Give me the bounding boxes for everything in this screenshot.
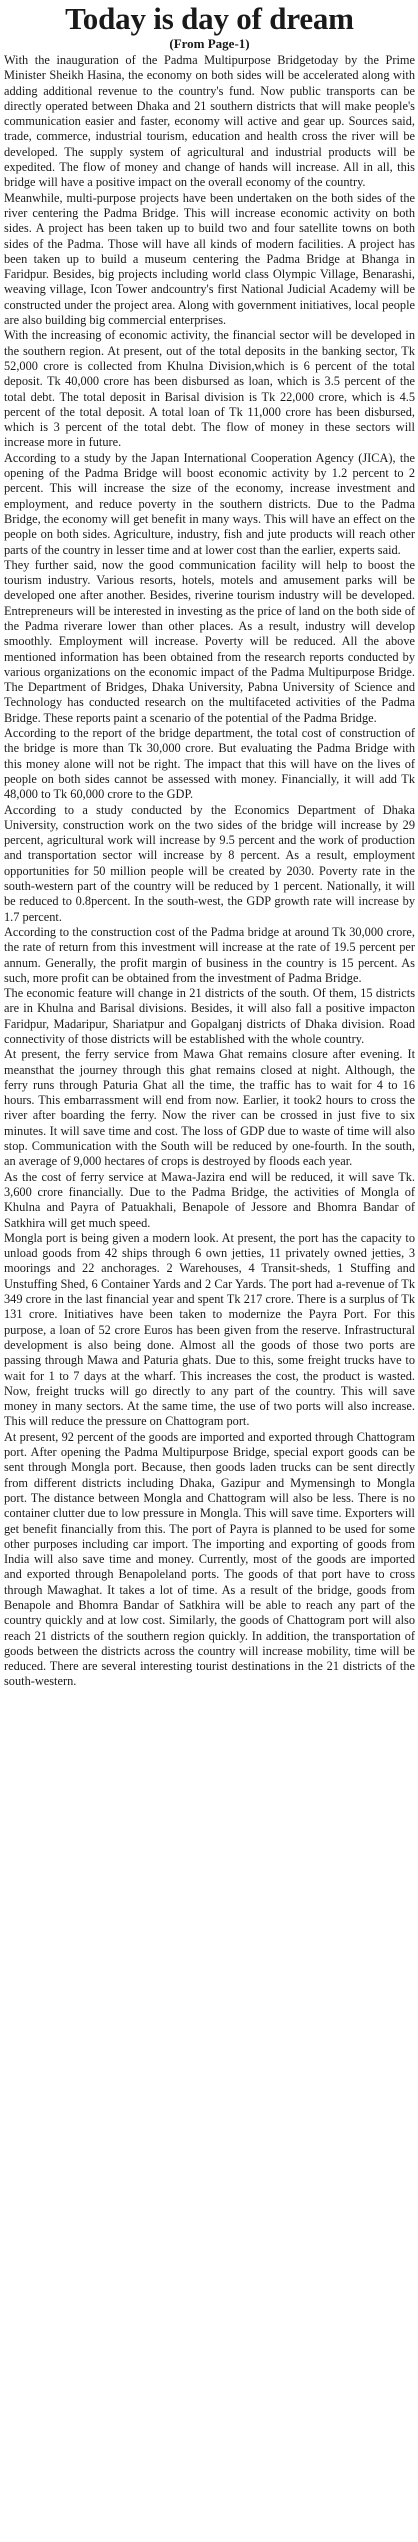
paragraph: At present, the ferry service from Mawa Ghat remains closure after evening. It meansthat the journey through this ghat remains closed at night. Although, the ferry runs through Paturia Ghat all the time, the traffic has to wait for 4 to 16 hours. This embarrassment will end from now. Earlier, it took2 hours to cross the river after boarding the ferry. Now the river can be crossed in just five to six minutes. It will save time and cost. The loss of GDP due to waste of time will also stop. Communication with the South will be reduced by one-fourth. In the south, an average of 9,000 hectares of crops is destroyed by floods each year. (4, 1047, 415, 1169)
continuation-label: (From Page-1) (169, 36, 250, 51)
paragraph: At present, 92 percent of the goods are imported and exported through Chattogram port. After opening the Padma Multipurpose Bridge, special export goods can be sent through Mongla port. Because, then goods laden trucks can be sent directly from different districts including Dhaka, Gazipur and Mymensingh to Mongla port. The distance between Mongla and Chattogram will also be less. There is no container clutter due to low pressure in Mongla. This will save time. Exporters will get benefit financially from this. The port of Payra is planned to be used for some other purposes including car import. The importing and exporting of goods from India will also save time and money. Currently, most of the goods are imported and exported through Benapoleland ports. The goods of that port have to cross through Mawaghat. It takes a lot of time. As a result of the bridge, goods from Benapole and Bhomra Bandar of Satkhira will be able to reach any part of the country quickly and at low cost. Similarly, the goods of Chattogram port will also reach 21 districts of the southern region quickly. In addition, the transportation of goods between the districts across the country will increase mobility, time will be reduced. There are several interesting tourist destinations in the 21 districts of the south-western. (4, 1429, 415, 1689)
paragraph: Mongla port is being given a modern look. At present, the port has the capacity to unload goods from 42 ships through 6 own jetties, 11 privately owned jetties, 3 moorings and 22 anchorages. 2 Warehouses, 4 Transit-sheds, 1 Stuffing and Unstuffing Shed, 6 Container Yards and 2 Car Yards. The port had a-revenue of Tk 349 crore in the last financial year and spent Tk 217 crore. There is a surplus of Tk 131 crore. Initiatives have been taken to modernize the Payra Port. For this purpose, a loan of 52 crore Euros has been given from the reserve. Infrastructural development is also being done. Almost all the goods of those two ports are passing through Mawa and Paturia ghats. Due to this, some freight trucks have to wait for 1 to 7 days at the wharf. This increases the cost, the product is wasted. Now, freight trucks will go directly to any part of the country. This will save money in many sectors. At the same time, the use of two ports will also increase. This will reduce the pressure on Chattogram port. (4, 1230, 415, 1429)
article-body (4, 53, 415, 1690)
paragraph: According to a study by the Japan International Cooperation Agency (JICA), the opening of the Padma Bridge will boost economic activity by 1.2 percent to 2 percent. This will increase the size of the economy, increase investment and employment, and reduce poverty in the southern districts. Due to the Padma Bridge, the economy will get benefit in many ways. This will have an effect on the people on both sides. Agriculture, industry, fish and jute products will reach other parts of the country in lesser time and at lower cost than the earlier, experts said. (4, 450, 415, 557)
paragraph: The economic feature will change in 21 districts of the south. Of them, 15 districts are in Khulna and Barisal divisions. Besides, it will also fall a positive impacton Faridpur, Madaripur, Shariatpur and Gopalganj districts of Dhaka division. Road connectivity of those districts will be established with the whole country. (4, 986, 415, 1046)
paragraph: According to the construction cost of the Padma bridge at around Tk 30,000 crore, the rate of return from this investment will increase at the rate of 19.5 percent per annum. Generally, the profit margin of business in the country is 15 percent. As such, more profit can be obtained from the investment of Padma Bridge. (4, 924, 415, 985)
paragraph: According to the report of the bridge department, the total cost of construction of the bridge is more than Tk 30,000 crore. But evaluating the Padma Bridge with this money alone will not be right. The impact that this will have on the lives of people on both sides cannot be assessed with money. Financially, it will add Tk 48,000 to Tk 60,000 crore to the GDP. (4, 726, 415, 802)
paragraph: They further said, now the good communication facility will help to boost the tourism industry. Various resorts, hotels, motels and amusement parks will be developed one after another. Besides, riverine tourism industry will be developed. Entrepreneurs will be interested in investing as the price of land on the both side of the Padma riverare lower than other places. As a result, industry will develop smoothly. Employment will increase. Poverty will be reduced. All the above mentioned information has been obtained from the research reports conducted by various organizations on the economic impact of the Padma Multipurpose Bridge. The Department of Bridges, Dhaka University, Pabna University of Science and Technology has conducted research on the multifaceted activities of the Padma Bridge. These reports paint a scenario of the potential of the Padma Bridge. (4, 557, 415, 725)
paragraph: With the inauguration of the Padma Multipurpose Bridgetoday by the Prime Minister Sheikh Hasina, the economy on both sides will be accelerated along with adding additional revenue to the country's fund. Now public transports can be directly operated between Dhaka and 21 southern districts that will make people's communication easier and faster, economy will active and gear up. Sources said, trade, commerce, industrial tourism, education and health cross the river will be developed. The supply system of agricultural and industrial products will be expedited. The flow of money and change of hands will increase. All in all, this bridge will have a positive impact on the overall economy of the country. (4, 53, 415, 190)
headline: Today is day of dream (65, 1, 354, 36)
paragraph: As the cost of ferry service at Mawa-Jazira end will be reduced, it will save Tk. 3,600 crore financially. Due to the Padma Bridge, the activities of Mongla of Khulna and Payra of Patuakhali, Benapole of Jessore and Bhomra Bandar of Satkhira will get much speed. (4, 1169, 415, 1230)
paragraph: With the increasing of economic activity, the financial sector will be developed in the southern region. At present, out of the total deposits in the banking sector, Tk 52,000 crore is collected from Khulna Division,which is 6 percent of the total deposit. Tk 40,000 crore has been disbursed as loan, which is 3.5 percent of the total debt. The total deposit in Barisal division is Tk 22,000 crore, which is 4.5 percent of the total deposit. A total loan of Tk 11,000 crore has been disbursed, which is 3 percent of the total debt. The flow of money in these sectors will increase more in future. (4, 328, 415, 450)
paragraph: Meanwhile, multi-purpose projects have been undertaken on the both sides of the river centering the Padma Bridge. This will increase economic activity on both sides. A project has been taken up to build two and four satellite towns on both sides of the Padma. Those will have all kinds of modern facilities. A project has been taken up to build a museum centering the Padma Bridge at Bhanga in Faridpur. Besides, big projects including world class Olympic Village, Benarashi, weaving village, Icon Tower andcountry's first National Judicial Academy will be constructed under the project area. Along with government initiatives, local people are also building big commercial enterprises. (4, 190, 415, 328)
paragraph: According to a study conducted by the Economics Department of Dhaka University, construction work on the two sides of the bridge will increase by 29 percent, agricultural work will increase by 9.5 percent and the work of production and transportation sector will increase by 8 percent. As a result, employment opportunities for 50 million people will be created by 2030. Poverty rate in the south-western part of the country will be reduced by 1 percent. Nationally, it will be reduced to 0.8percent. In the south-west, the GDP growth rate will increase by 1.7 percent. (4, 802, 415, 924)
